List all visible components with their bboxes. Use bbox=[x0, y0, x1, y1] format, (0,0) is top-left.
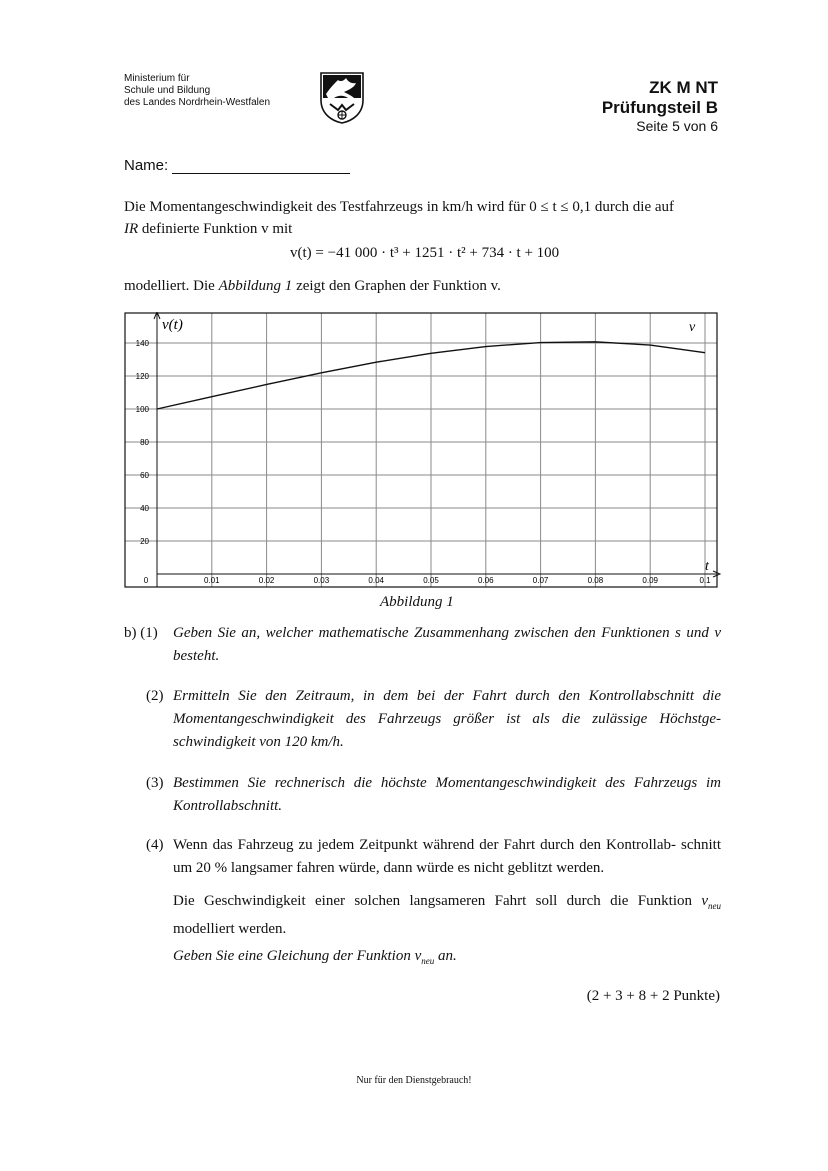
exam-code: ZK M NT bbox=[649, 78, 718, 97]
chart-frame bbox=[125, 313, 717, 587]
x-tick-label: 0.04 bbox=[368, 576, 384, 585]
name-blank-line[interactable] bbox=[172, 159, 350, 174]
ministry-line-1: Ministerium für bbox=[124, 73, 190, 84]
function-formula: v(t) = −41 000 · t³ + 1251 · t² + 734 · t + 100 bbox=[290, 245, 560, 261]
task-4-model-paragraph bbox=[124, 890, 724, 936]
y-tick-label: 80 bbox=[140, 438, 149, 447]
y-tick-label: 20 bbox=[140, 537, 149, 546]
real-numbers-symbol: IR bbox=[124, 221, 139, 237]
x-tick-label: 0.1 bbox=[699, 576, 711, 585]
intro-line-3 bbox=[124, 276, 501, 296]
task-4-model-post: modelliert werden. bbox=[173, 921, 287, 937]
intro-line-2-text: definierte Funktion v mit bbox=[138, 221, 293, 237]
intro-line-1: Die Momentangeschwindigkeit des Testfahrzeugs in km/h wird für 0 ≤ t ≤ 0,1 durch die auf bbox=[124, 199, 675, 215]
task-2 bbox=[124, 685, 724, 755]
task-4-number: (4) bbox=[146, 837, 164, 853]
task-4-model-text bbox=[173, 890, 721, 941]
x-tick-label: 0.02 bbox=[258, 576, 275, 585]
task-2-number: (2) bbox=[146, 688, 164, 704]
task-4-question-sub: neu bbox=[421, 956, 435, 966]
task-2-text: Ermitteln Sie den Zeitraum, in dem bei der Fahrt durch den Kontrollabschnitt die Momentangeschwindigkeit des Fahrzeugs größer ist als die zulässige Höchstge- schwindigkeit von 120 km/h. bbox=[173, 688, 721, 750]
figure-caption: Abbildung 1 bbox=[380, 594, 454, 610]
ministry-line-3: des Landes Nordrhein-Westfalen bbox=[124, 97, 271, 108]
task-3-text: Bestimmen Sie rechnerisch die höchste Momentangeschwindigkeit des Fahrzeugs im Kontrollabschnitt. bbox=[173, 775, 721, 814]
x-tick-label: 0.03 bbox=[313, 576, 330, 585]
name-label: Name: bbox=[124, 157, 169, 174]
y-axis-label: v(t) bbox=[162, 317, 183, 333]
task-1-text: Geben Sie an, welcher mathematische Zusammenhang zwischen den Funktionen s und v besteht. bbox=[173, 625, 721, 664]
footer-note: Nur für den Dienstgebrauch! bbox=[356, 1075, 472, 1086]
y-tick-label: 100 bbox=[135, 405, 149, 414]
task-1 bbox=[124, 622, 724, 668]
points-summary: (2 + 3 + 8 + 2 Punkte) bbox=[586, 988, 720, 1004]
ministry-line-2: Schule und Bildung bbox=[124, 85, 211, 96]
name-field[interactable] bbox=[124, 157, 350, 174]
task-3 bbox=[124, 772, 724, 818]
figure-reference: Abbildung 1 bbox=[218, 278, 293, 294]
page-number: Seite 5 von 6 bbox=[636, 118, 718, 134]
intro-line-3-pre: modelliert. Die bbox=[124, 278, 219, 294]
x-tick-label: 0.05 bbox=[423, 576, 439, 585]
series-label: v bbox=[689, 320, 696, 335]
task-4-model-pre: Die Geschwindigkeit einer solchen langsameren Fahrt soll durch die Funktion bbox=[173, 893, 702, 909]
x-tick-label: 0.06 bbox=[478, 576, 494, 585]
intro-line-2 bbox=[124, 219, 292, 239]
task-4-question-pre: Geben Sie eine Gleichung der Funktion bbox=[173, 948, 415, 964]
x-tick-label: 0.07 bbox=[532, 576, 549, 585]
task-1-number: b) (1) bbox=[124, 625, 158, 641]
y-tick-label: 40 bbox=[140, 504, 149, 513]
task-4-question-var: v bbox=[414, 948, 422, 964]
task-4 bbox=[124, 834, 724, 880]
intro-line-3-post: zeigt den Graphen der Funktion v. bbox=[292, 278, 501, 294]
x-tick-label: 0 bbox=[143, 576, 149, 585]
x-axis-label: t bbox=[705, 559, 709, 574]
task-4-model-var: v bbox=[701, 893, 708, 909]
exam-part: Prüfungsteil B bbox=[601, 98, 718, 117]
chart-grid bbox=[125, 313, 717, 587]
task-4-model-sub: neu bbox=[708, 901, 721, 911]
ministry-name bbox=[124, 73, 270, 109]
nrw-crest-icon bbox=[318, 70, 366, 124]
task-4-text: Wenn das Fahrzeug zu jedem Zeitpunkt während der Fahrt durch den Kontrollab- schnitt um 20 % langsamer fahren würde, dann würde es nicht geblitzt werden. bbox=[173, 837, 721, 876]
task-4-question bbox=[124, 945, 724, 968]
y-tick-label: 120 bbox=[135, 372, 149, 381]
task-3-number: (3) bbox=[146, 775, 164, 791]
x-tick-label: 0.01 bbox=[204, 576, 220, 585]
task-4-question-post: an. bbox=[434, 948, 457, 964]
x-tick-label: 0.08 bbox=[587, 576, 604, 585]
x-tick-label: 0.09 bbox=[642, 576, 658, 585]
y-tick-label: 60 bbox=[140, 471, 149, 480]
velocity-chart bbox=[124, 312, 722, 590]
y-tick-label: 140 bbox=[135, 339, 149, 348]
task-4-question-text bbox=[173, 945, 721, 973]
